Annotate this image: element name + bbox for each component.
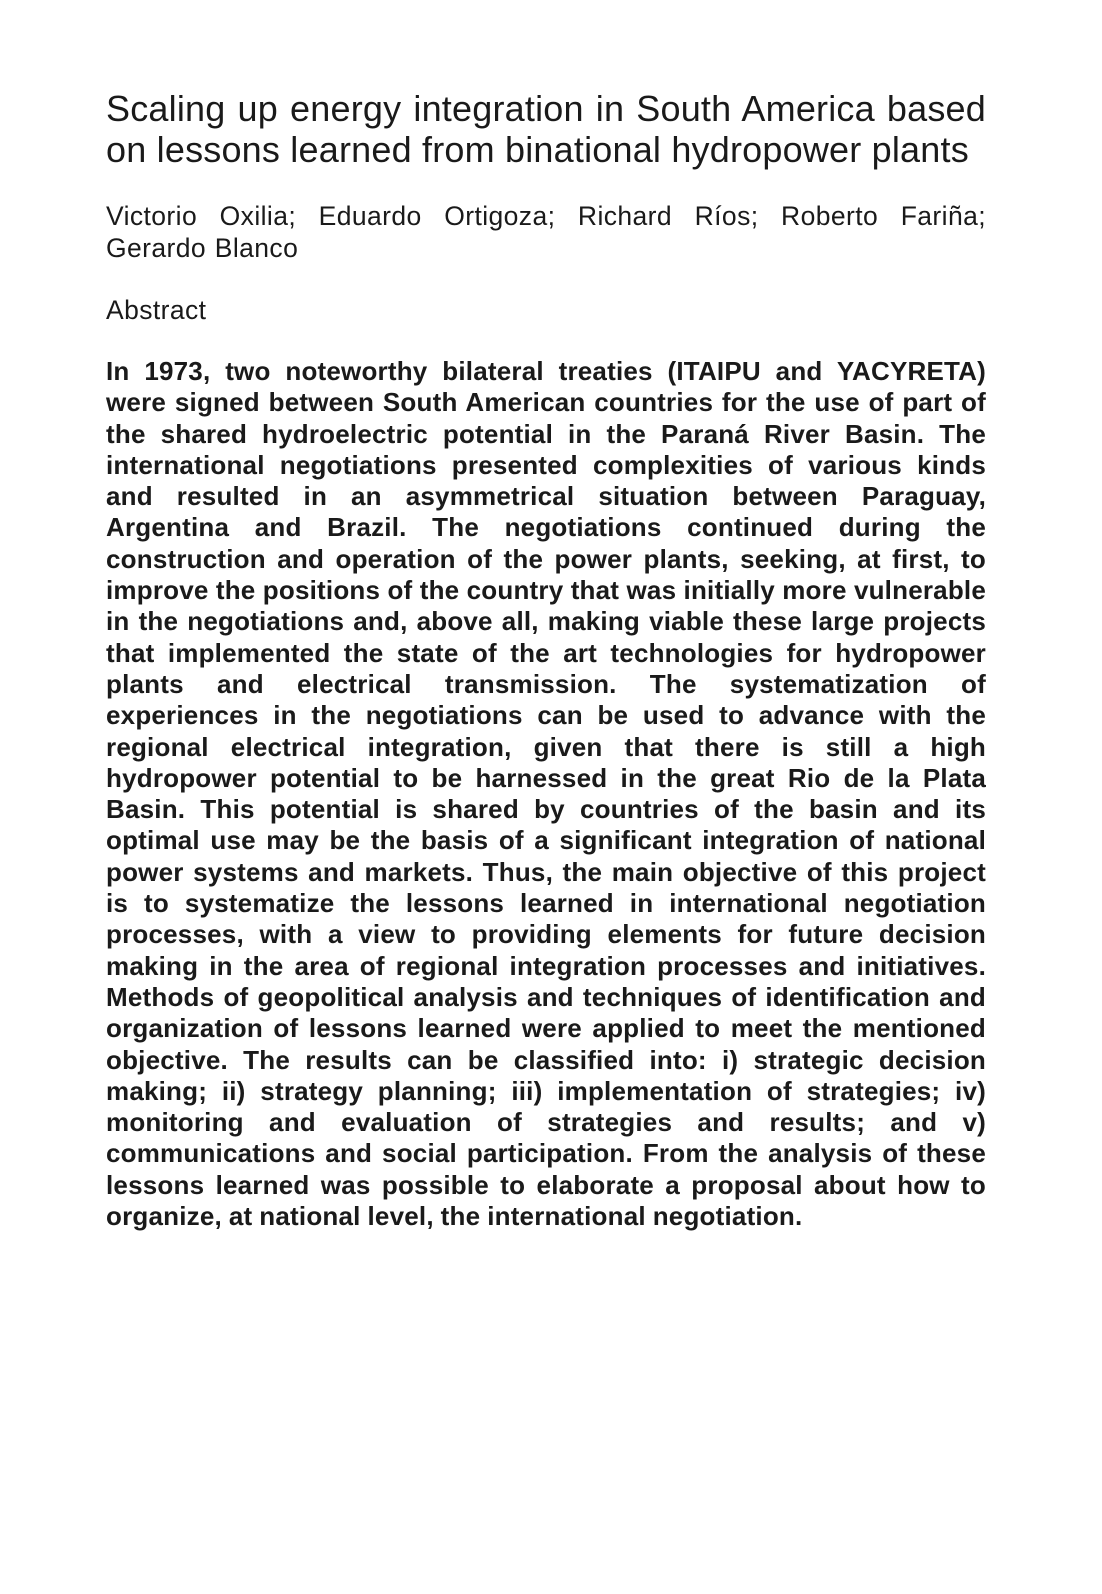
abstract-heading: Abstract — [106, 295, 207, 325]
paper-title: Scaling up energy integration in South America based on lessons learned from binational hydropower plants — [106, 88, 986, 170]
abstract-text: In 1973, two noteworthy bilateral treaties (ITAIPU and YACYRETA) were signed between South American countries for the use of part of the shared hydroelectric potential in the Paraná River Basin. The international negotiations presented complexities of various kinds and resulted in an asymmetrical situation between Paraguay, Argentina and Brazil. The negotiations continued during the construction and operation of the power plants, seeking, at first, to improve the positions of the country that was initially more vulnerable in the negotiations and, above all, making viable these large projects that implemented the state of the art technologies for hydropower plants and electrical transmission. The systematization of experiences in the negotiations can be used to advance with the regional electrical integration, given that there is still a high hydropower potential to be harnessed in the great Rio de la Plata Basin. This potential is shared by countries of the basin and its optimal use may be the basis of a significant integration of national power systems and markets. Thus, the main objective of this project is to systematize the lessons learned in international negotiation processes, with a view to providing elements for future decision making in the area of regional integration processes and initiatives. Methods of geopolitical analysis and techniques of identification and organization of lessons learned were applied to meet the mentioned objective. The results can be classified into: i) strategic decision making; ii) strategy planning; iii) implementation of strategies; iv) monitoring and evaluation of strategies and results; and v) communications and social participation. From the analysis of these lessons learned was possible to elaborate a proposal about how to organize, at national level, the international negotiation. — [106, 356, 986, 1232]
author-list: Victorio Oxilia; Eduardo Ortigoza; Richard Ríos; Roberto Fariña; Gerardo Blanco — [106, 201, 986, 263]
paper-page — [106, 88, 986, 1232]
